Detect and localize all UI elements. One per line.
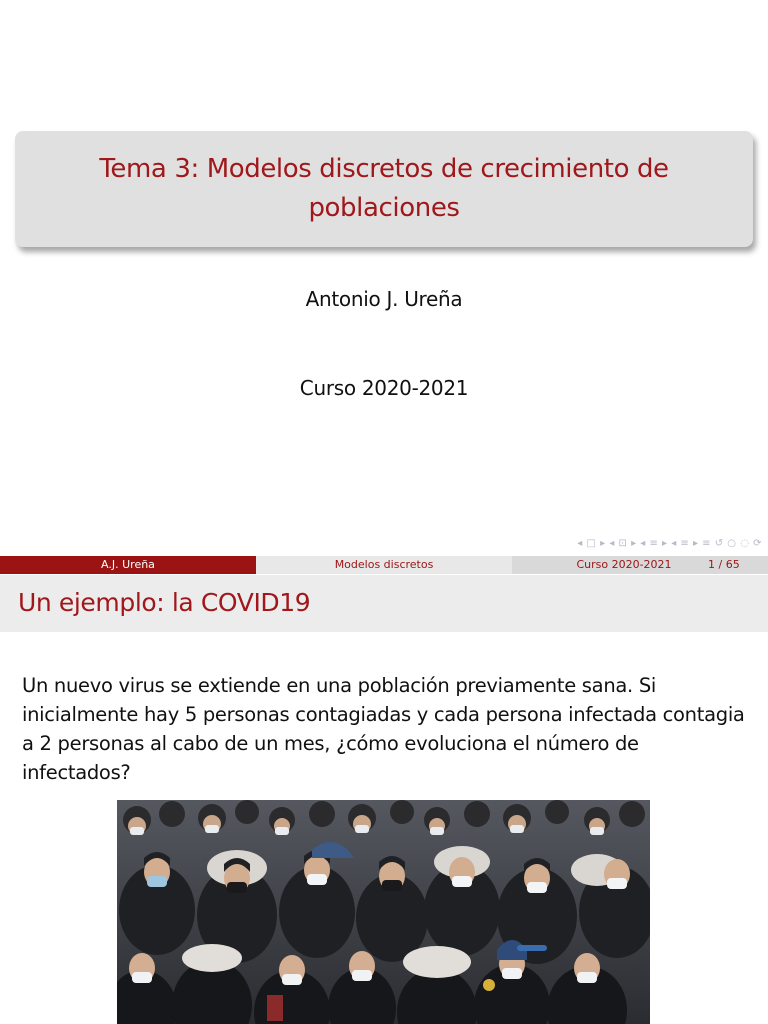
footer-page-number: 1 / 65 [708, 558, 740, 571]
footer-author: A.J. Ureña [0, 556, 256, 574]
beamer-navigation-icons[interactable]: ◂ □ ▸ ◂ ⊡ ▸ ◂ ≡ ▸ ◂ ≡ ▸ ≡ ↺ ○ ◌ ⟳ [577, 538, 762, 549]
crowd-photo [117, 800, 650, 1024]
title-box [15, 131, 753, 247]
problem-statement: Un nuevo virus se extiende en una población previamente sana. Si inicialmente hay 5 personas contagiadas y cada persona infectada contagia a 2 personas al cabo de un mes, ¿cómo evoluciona el número de infectados? [22, 674, 745, 784]
frame-title: Un ejemplo: la COVID19 [18, 588, 311, 617]
author-name: Antonio J. Ureña [305, 287, 463, 311]
presentation-title-line-2: poblaciones [308, 193, 460, 223]
footer-course-section [512, 556, 768, 574]
course-year: Curso 2020-2021 [299, 376, 469, 400]
presentation-title-line-1: Tema 3: Modelos discretos de crecimiento de [99, 154, 669, 184]
slide-footer [0, 556, 768, 574]
footer-title: Modelos discretos [256, 556, 512, 574]
footer-course: Curso 2020-2021 [576, 558, 672, 571]
crowd-masks-illustration [117, 800, 650, 1024]
